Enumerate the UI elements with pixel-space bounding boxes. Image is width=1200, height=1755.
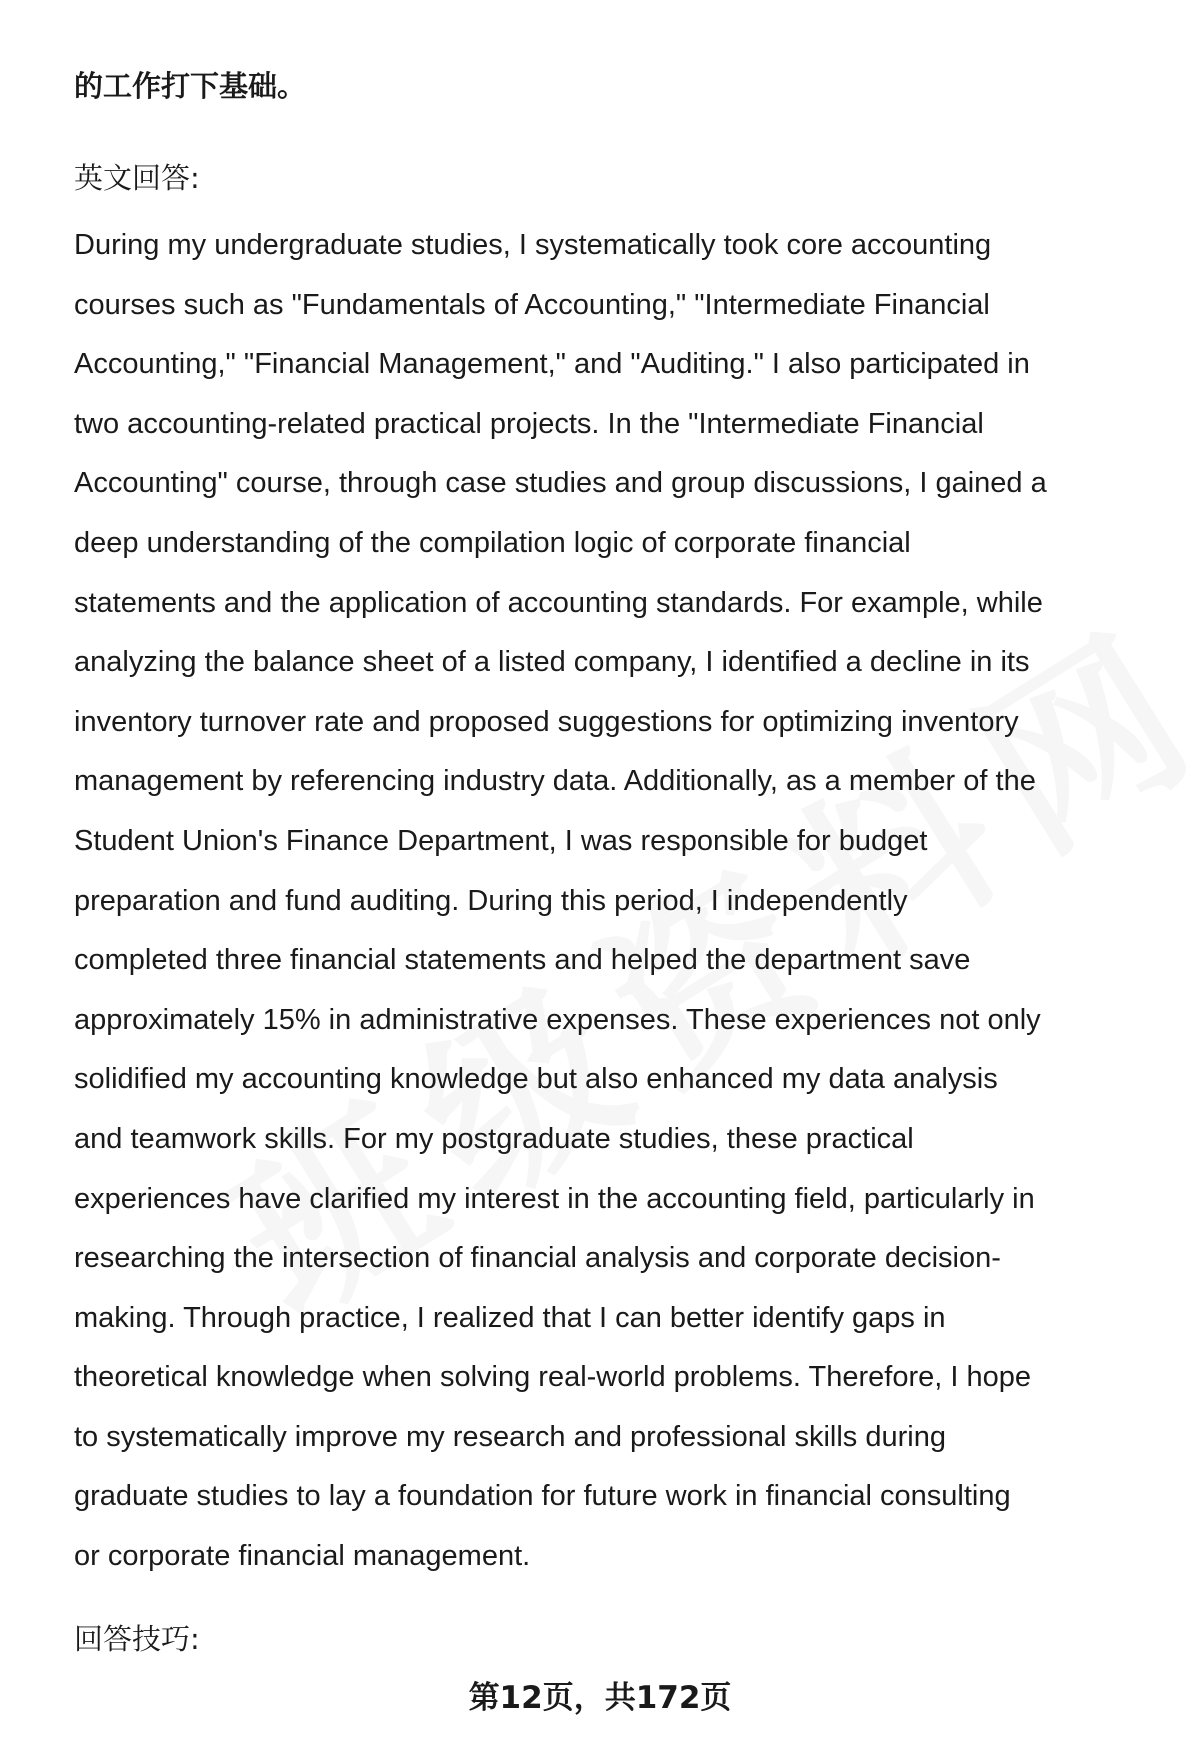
page-number-footer: 第12页，共172页: [468, 1680, 732, 1716]
answer-line: deep understanding of the compilation logic of corporate financial: [74, 526, 911, 559]
answer-line: courses such as "Fundamentals of Accounting," "Intermediate Financial: [74, 288, 990, 321]
answer-tips-heading: 回答技巧:: [74, 1622, 200, 1656]
english-answer-paragraph: [74, 216, 1154, 1587]
answer-line: solidified my accounting knowledge but also enhanced my data analysis: [74, 1063, 998, 1096]
answer-line: Accounting" course, through case studies and group discussions, I gained a: [74, 467, 1047, 500]
answer-line: theoretical knowledge when solving real-world problems. Therefore, I hope: [74, 1361, 1031, 1394]
answer-line: approximately 15% in administrative expenses. These experiences not only: [74, 1003, 1041, 1036]
answer-line: preparation and fund auditing. During this period, I independently: [74, 884, 908, 917]
answer-line: completed three financial statements and helped the department save: [74, 944, 971, 977]
english-answer-heading: 英文回答:: [74, 161, 200, 195]
answer-line: management by referencing industry data. Additionally, as a member of the: [74, 765, 1036, 798]
answer-line: or corporate financial management.: [74, 1540, 531, 1573]
answer-line: Student Union's Finance Department, I was responsible for budget: [74, 824, 928, 857]
answer-line: making. Through practice, I realized that I can better identify gaps in: [74, 1301, 946, 1334]
answer-line: Accounting," "Financial Management," and "Auditing." I also participated in: [74, 348, 1030, 381]
answer-line: researching the intersection of financial analysis and corporate decision-: [74, 1242, 1001, 1275]
answer-line: During my undergraduate studies, I systematically took core accounting: [74, 229, 992, 261]
intro-tail-text: 的工作打下基础。: [74, 69, 307, 103]
answer-line: statements and the application of accounting standards. For example, while: [74, 586, 1043, 619]
answer-line: analyzing the balance sheet of a listed company, I identified a decline in its: [74, 646, 1030, 679]
answer-line: inventory turnover rate and proposed suggestions for optimizing inventory: [74, 705, 1019, 738]
answer-line: and teamwork skills. For my postgraduate studies, these practical: [74, 1122, 914, 1155]
answer-line: experiences have clarified my interest in the accounting field, particularly in: [74, 1182, 1035, 1215]
answer-line: to systematically improve my research and professional skills during: [74, 1420, 946, 1453]
answer-line: graduate studies to lay a foundation for future work in financial consulting: [74, 1480, 1011, 1513]
answer-line: two accounting-related practical projects. In the "Intermediate Financial: [74, 407, 984, 440]
